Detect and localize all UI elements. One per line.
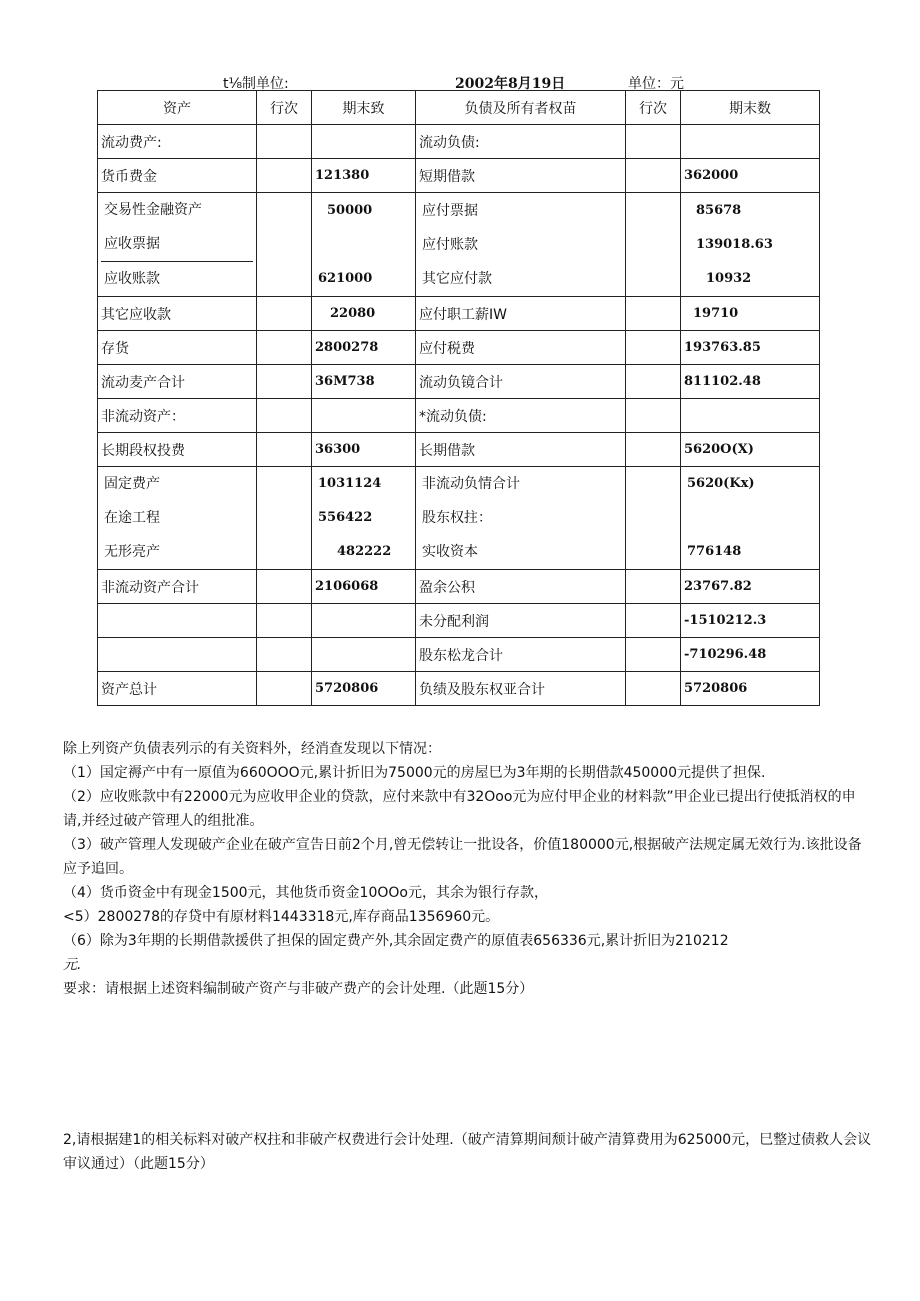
note-item: （6）除为3年期的长期借款援供了担保的固定费产外,其余固定费产的原值表656336元,累计折旧为210212 <box>63 933 729 949</box>
table-row <box>98 672 820 706</box>
row-number-cell <box>626 297 681 331</box>
notes-intro: 除上列资产负债表列示的有关资料外，经消查发现以下情况： <box>63 741 441 757</box>
asset-value <box>312 125 416 159</box>
asset-value-group <box>312 467 416 570</box>
asset-label: 其它应收款 <box>98 297 257 331</box>
table-row <box>98 159 820 193</box>
row-number-cell <box>257 399 312 433</box>
liability-value: 10932 <box>706 270 752 286</box>
asset-label: 长期段权投费 <box>98 433 257 467</box>
table-row <box>98 570 820 604</box>
table-row <box>98 433 820 467</box>
asset-label: 流动费产: <box>98 125 257 159</box>
liability-label: 未分配利润 <box>416 604 626 638</box>
question-2 <box>63 1128 873 1176</box>
asset-label-group <box>98 467 257 570</box>
liability-value: -1510212.3 <box>681 604 820 638</box>
liability-label: 实收资本 <box>422 544 478 560</box>
row-number-cell <box>626 638 681 672</box>
liability-label: 股东权拄： <box>422 510 492 526</box>
unit-label: t⅛制单位: <box>223 76 289 92</box>
asset-value: 50000 <box>327 202 373 218</box>
asset-value: 482222 <box>337 544 392 559</box>
row-number-cell <box>626 331 681 365</box>
row-number-cell <box>257 193 312 297</box>
asset-label: 固定费产 <box>104 476 160 492</box>
liability-label: 应付账款 <box>422 236 478 253</box>
column-header: 资产 <box>98 91 257 125</box>
row-number-cell <box>257 638 312 672</box>
liability-value <box>684 501 816 535</box>
table-row <box>98 297 820 331</box>
asset-label: 无形亮产 <box>104 544 160 560</box>
asset-label: 存货 <box>98 331 257 365</box>
note-item: （1）国定褥产中有一原值为660OOO元,累计折旧为75000元的房屋巳为3年期的长期借款450000元提供了担保. <box>63 765 766 781</box>
liability-value-group <box>681 467 820 570</box>
asset-label: 在途工程 <box>104 510 160 526</box>
table-row <box>98 638 820 672</box>
asset-value <box>312 604 416 638</box>
row-number-cell <box>257 570 312 604</box>
table-row <box>98 467 820 570</box>
table-row <box>98 125 820 159</box>
liability-value: 776148 <box>687 544 742 559</box>
row-number-cell <box>257 467 312 570</box>
liability-value: 5620(Kx) <box>687 476 755 491</box>
note-item-continued: 元. <box>63 957 82 973</box>
liability-value <box>681 125 820 159</box>
liability-value: 85678 <box>696 202 742 218</box>
liability-value: -710296.48 <box>681 638 820 672</box>
liability-value: 19710 <box>681 297 820 331</box>
column-header: 行次 <box>626 91 681 125</box>
table-header-line <box>0 73 920 91</box>
question-2-text: 2,请根据建1的相关标料对破产权拄和非破产权费进行会计处理.（破产清算期间颓计破产清算费用为625000元，巳整过债救人会议审议通过）（此题15分） <box>63 1132 872 1172</box>
liability-label: 非流动负情合计 <box>422 476 520 492</box>
asset-value: 2800278 <box>312 331 416 365</box>
table-row <box>98 365 820 399</box>
note-item: （3）破产管理人发现破产企业在破产宣告日前2个月,曾无偿转让一批设各，价值180000元,根据破产法规定属无效行为.该批设备应予追回。 <box>63 837 862 877</box>
asset-label: 交易性金融资产 <box>104 202 202 218</box>
row-number-cell <box>626 604 681 638</box>
liability-label: 其它应付款 <box>422 270 492 287</box>
asset-label: 资产总计 <box>98 672 257 706</box>
row-number-cell <box>626 125 681 159</box>
row-number-cell <box>626 193 681 297</box>
liability-label: 应付税费 <box>416 331 626 365</box>
asset-label: 流动麦产合计 <box>98 365 257 399</box>
asset-value: 121380 <box>312 159 416 193</box>
table-row <box>98 331 820 365</box>
asset-value: 36300 <box>312 433 416 467</box>
asset-label <box>98 604 257 638</box>
asset-value-group <box>312 193 416 297</box>
liability-value: 193763.85 <box>681 331 820 365</box>
balance-sheet-table <box>97 90 820 706</box>
asset-value: 556422 <box>318 510 373 525</box>
liability-value <box>681 399 820 433</box>
notes-section <box>63 737 863 1001</box>
column-header: 行次 <box>257 91 312 125</box>
table-header-row <box>98 91 820 125</box>
asset-value <box>312 638 416 672</box>
table-row <box>98 399 820 433</box>
table-row <box>98 193 820 297</box>
asset-label: 应收票据 <box>104 236 160 252</box>
note-item: （2）应收账款中有22000元为应收甲企业的贷款，应付来款中有32Ooo元为应付甲企业的材料款”甲企业已提出行使抵消权的申请,并经过破产管理人的组批准。 <box>63 789 856 829</box>
report-date: 2002年8月19日 <box>455 76 566 92</box>
liability-label: 盈余公积 <box>416 570 626 604</box>
requirement-text: 要求：请根据上述资料编制破产资产与非破产费产的会计处理.（此题15分） <box>63 981 534 997</box>
asset-label: 货币费金 <box>98 159 257 193</box>
liability-label: 负绩及股东权亚合计 <box>416 672 626 706</box>
liability-value: 5620O(X) <box>681 433 820 467</box>
asset-label: 非流动资产合计 <box>98 570 257 604</box>
column-header: 负债及所有者权苗 <box>416 91 626 125</box>
row-number-cell <box>257 365 312 399</box>
asset-label: 应收账款 <box>101 261 253 296</box>
row-number-cell <box>626 672 681 706</box>
liability-label: 长期借款 <box>416 433 626 467</box>
asset-label <box>98 638 257 672</box>
row-number-cell <box>626 570 681 604</box>
asset-label-group <box>98 193 257 297</box>
liability-label-group <box>416 193 626 297</box>
liability-value-group <box>681 193 820 297</box>
liability-value: 23767.82 <box>681 570 820 604</box>
column-header: 期末数 <box>681 91 820 125</box>
liability-value: 811102.48 <box>681 365 820 399</box>
currency-unit: 单位：元 <box>628 76 684 92</box>
asset-value: 36M738 <box>312 365 416 399</box>
liability-label: 流动负镜合计 <box>416 365 626 399</box>
row-number-cell <box>257 297 312 331</box>
row-number-cell <box>626 467 681 570</box>
asset-value: 1031124 <box>318 476 382 491</box>
liability-label: 短期借款 <box>416 159 626 193</box>
liability-value: 5720806 <box>681 672 820 706</box>
row-number-cell <box>257 433 312 467</box>
liability-label: 流动负债: <box>416 125 626 159</box>
asset-value: 22080 <box>312 297 416 331</box>
asset-value: 2106068 <box>312 570 416 604</box>
row-number-cell <box>257 159 312 193</box>
row-number-cell <box>626 365 681 399</box>
table-row <box>98 604 820 638</box>
note-item: <5）2800278的存贷中有原材料1443318元,库存商品1356960元。 <box>63 909 500 925</box>
column-header: 期末致 <box>312 91 416 125</box>
liability-label: *流动负债: <box>416 399 626 433</box>
row-number-cell <box>626 399 681 433</box>
row-number-cell <box>257 672 312 706</box>
liability-value: 139018.63 <box>696 236 773 252</box>
liability-label-group <box>416 467 626 570</box>
asset-label: 非流动资产： <box>98 399 257 433</box>
row-number-cell <box>626 159 681 193</box>
liability-label: 应付票据 <box>422 202 478 219</box>
asset-value: 621000 <box>318 270 373 286</box>
liability-label: 应付职工薪IW <box>416 297 626 331</box>
note-item: （4）货币资金中有现金1500元，其他货币资金10OOo元，其余为银行存款， <box>63 885 548 901</box>
asset-value <box>312 399 416 433</box>
liability-label: 股东松龙合计 <box>416 638 626 672</box>
asset-value: 5720806 <box>312 672 416 706</box>
asset-value <box>315 228 412 262</box>
row-number-cell <box>257 331 312 365</box>
row-number-cell <box>626 433 681 467</box>
liability-value: 362000 <box>681 159 820 193</box>
row-number-cell <box>257 604 312 638</box>
row-number-cell <box>257 125 312 159</box>
